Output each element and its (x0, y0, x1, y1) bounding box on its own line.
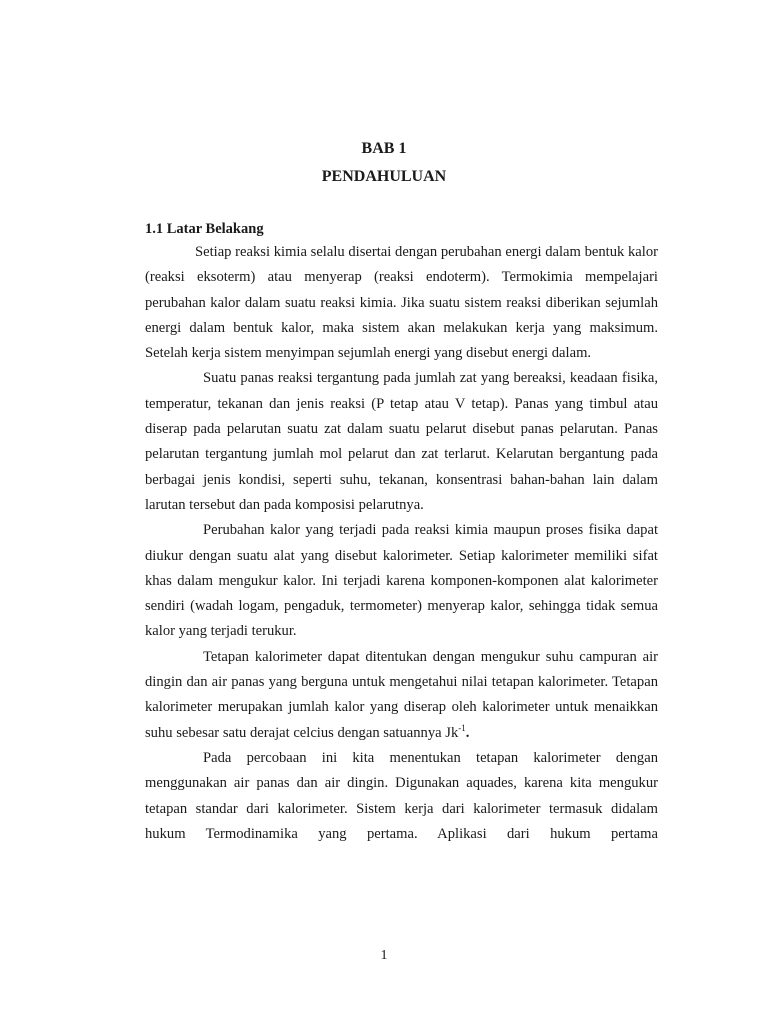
paragraph: Suatu panas reaksi tergantung pada jumlah zat yang bereaksi, keadaan fisika, temperatur, tekanan dan jenis reaksi (P tetap atau V tetap). Panas yang timbul atau diserap pada pelarutan suatu zat dalam suatu pelarut disebut panas pelarutan. Panas pelarutan tergantung jumlah mol pelarut dan zat terlarut. Kelarutan bergantung pada berbagai jenis kondisi, seperti suhu, tekanan, konsentrasi bahan-bahan lain dalam larutan tersebut dan pada komposisi pelarutnya. (145, 370, 658, 513)
paragraph (145, 645, 658, 746)
paragraph: Perubahan kalor yang terjadi pada reaksi kimia maupun proses fisika dapat diukur dengan suatu alat yang disebut kalorimeter. Setiap kalorimeter memiliki sifat khas dalam mengukur kalor. Ini terjadi karena komponen-komponen alat kalorimeter sendiri (wadah logam, pengaduk, termometer) menyerap kalor, sehingga tidak semua kalor yang terjadi terukur. (145, 522, 658, 640)
unit-superscript: -1 (458, 722, 466, 733)
paragraph-text: Tetapan kalorimeter dapat ditentukan dengan mengukur suhu campuran air dingin dan air panas yang berguna untuk mengetahui nilai tetapan kalorimeter. Tetapan kalorimeter merupakan jumlah kalor yang diserap oleh kalorimeter untuk menaikkan suhu sebesar satu derajat celcius dengan satuannya Jk (145, 648, 658, 741)
chapter-title: PENDAHULUAN (321, 168, 447, 185)
paragraph: Setiap reaksi kimia selalu disertai dengan perubahan energi dalam bentuk kalor (reaksi eksoterm) atau menyerap (reaksi endoterm). Termokimia mempelajari perubahan kalor dalam suatu reaksi kimia. Jika suatu sistem reaksi diberikan sejumlah energi dalam bentuk kalor, maka sistem akan melakukan kerja yang maksimum. Setelah kerja sistem menyimpan sejumlah energi yang disebut energi dalam. (145, 244, 658, 362)
paragraph-end: . (465, 724, 470, 741)
paragraph: Pada percobaan ini kita menentukan tetapan kalorimeter dengan menggunakan air panas dan air dingin. Digunakan aquades, karena kita mengukur tetapan standar dari kalorimeter. Sistem kerja dari kalorimeter termasuk didalam hukum Termodinamika yang pertama. Aplikasi dari hukum pertama (145, 749, 658, 842)
chapter-number: BAB 1 (361, 140, 407, 157)
section-heading: 1.1 Latar Belakang (145, 221, 264, 237)
body-text (145, 240, 658, 847)
page-number: 1 (380, 948, 388, 963)
